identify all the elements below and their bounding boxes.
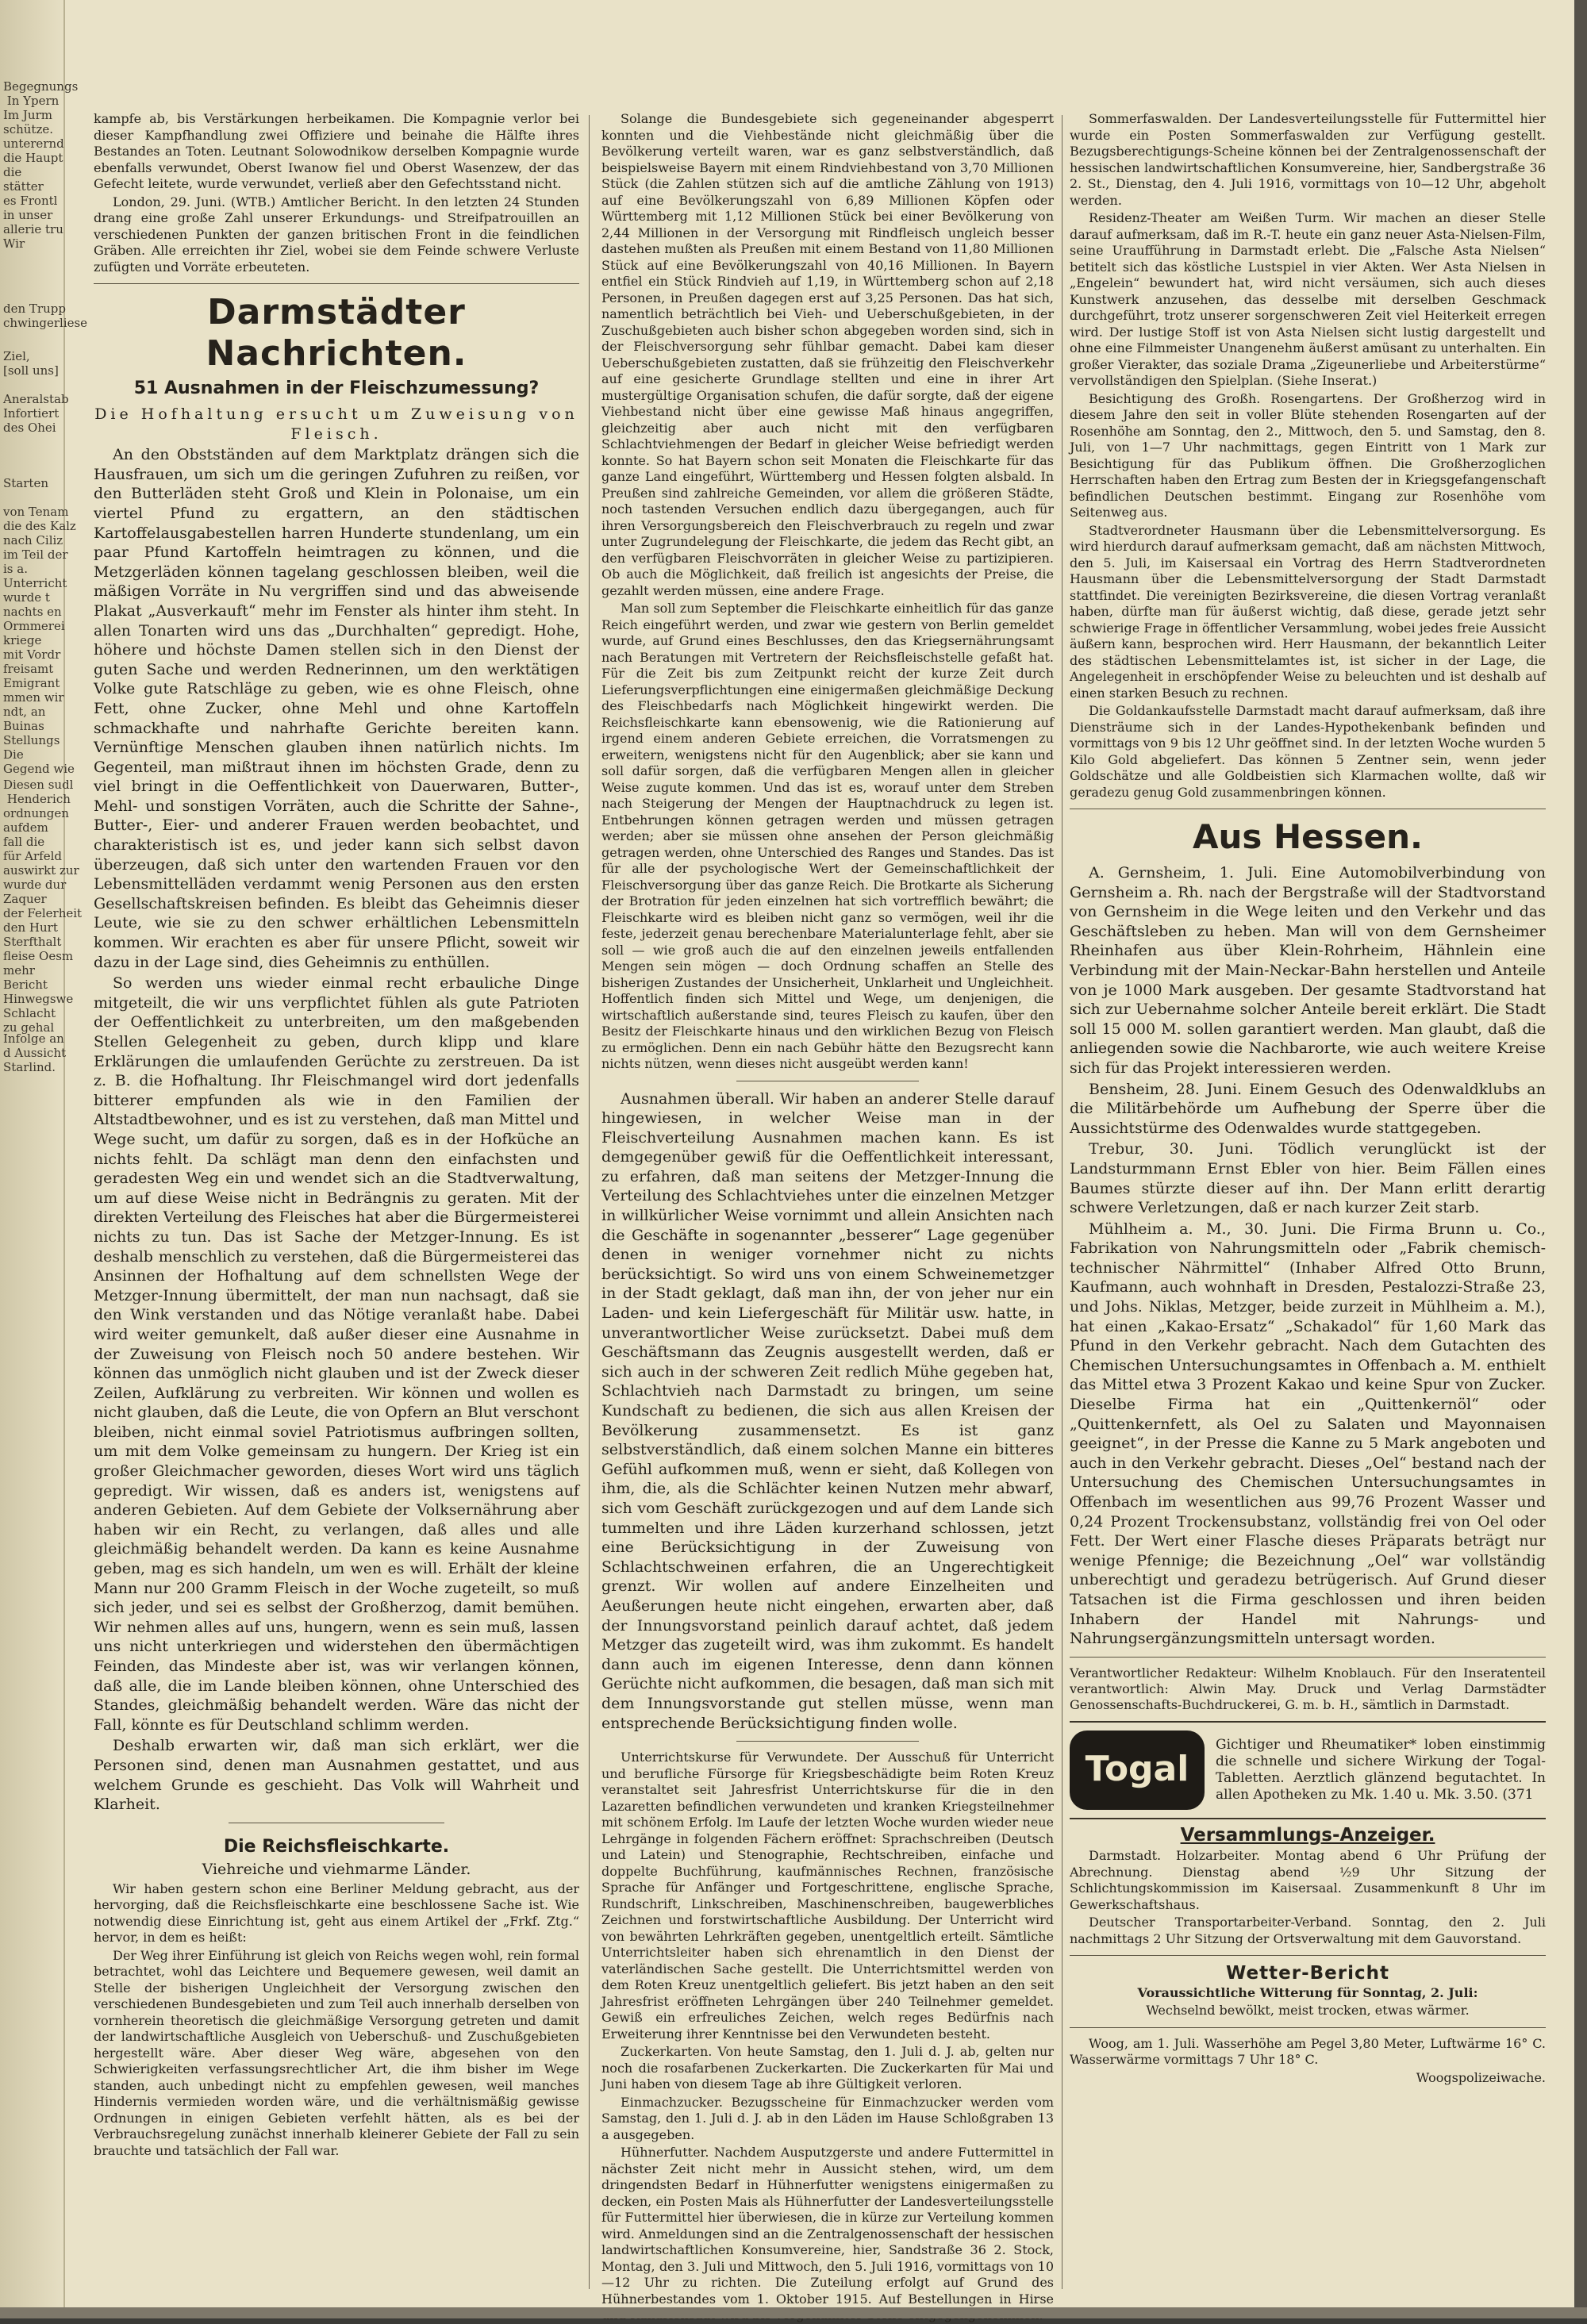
togal-logo: Togal xyxy=(1070,1731,1205,1810)
imprint: Verantwortlicher Redakteur: Wilhelm Knoblauch. Für den Inseratenteil verantwortlich: Alwin May. Druck und Verlag Darmstädter Genossenschafts-Buchdruckerei, G. m. b. H., sämtlich in Darmstadt. xyxy=(1070,1665,1546,1712)
rule xyxy=(94,283,579,284)
woog-signature: Woogspolizeiwache. xyxy=(1416,2069,1546,2085)
article-paragraph: kampfe ab, bis Verstärkungen herbeikamen. Die Kompagnie verlor bei dieser Kampfhandlung zwei Offiziere und beinahe die Hälfte ihres Bestandes an Toten. Leutnant Solowodnikow derselben Kompagnie wurde ebenfalls verwundet, Oberst Iwanow fiel und Oberst Wasenzew, der das Gefecht leitete, wurde verwundet, verließ aber den Gefechtsstand nicht. xyxy=(94,111,579,191)
rule xyxy=(736,1741,919,1742)
article-paragraph: Hühnerfutter. Nachdem Ausputzgerste und andere Futtermittel in nächster Zeit nicht mehr in Aussicht stehen, wird, um dem dringendsten Bedarf in Hühnerfutter wenigstens einigermaßen zu decken, ein Posten Mais als Hühnerfutter der Landesverteilungsstelle für Futtermittel hier überwiesen, die in kürze zur Verteilung kommen wird. Anmeldungen sind an die Zentralgenossenschaft der hessischen landwirtschaftlichen Konsumvereine, hier, Sandstraße 36 2. Stock, Montag, den 3. Juli und Mittwoch, den 5. Juli 1916, vormittags von 10—12 Uhr zu richten. Die Zuteilung erfolgt auf Grund des Hühnerbestandes vom 1. Oktober 1915. Auf Bestellungen in Hirse xyxy=(601,2145,1054,2307)
article-paragraph: Unterrichtskurse für Verwundete. Der Ausschuß für Unterricht und berufliche Fürsorge für Kriegsbeschädigte beim Roten Kreuz veranstaltet seit Jahresfrist Unterrichtskurse für die in den Lazaretten befindlichen verwundeten und kranken Kriegsteilnehmer mit schönem Erfolg. Im Laufe der letzten Woche wurden wieder neue Lehrgänge in folgenden Fächern eröffnet: Sprachschreiben (Deutsch und Latein) und Stenographie, Rechtschreiben, einfache und doppelte Buchführung, kaufmännisches Rechnen, französische Sprache für Anfänger und Fortgeschrittene, englische Sprache, Rundschrift, Linkschreiben, Maschinenschreiben, baugewerbliches Zeichnen und forstwirtschaftliche Ausbildung. Der Unterricht wird von bewährten Lehrkräften gegeben, unentgeltlich erteilt. Sämtliche Unterrichtsleiter haben sich ehrenamtlich in den Dienst der vaterländischen Sache gestellt. Die Unterrichtsmittel werden von dem Roten Kreuz unentgeltlich geliefert. Bis jetzt haben an den seit Jahresfrist eröffneten Lehrgängen über 240 Teilnehmer gemeldet. Gewiß ein erfreuliches Zeichen, welch reges Bedürfnis nach Erweiterung ihrer Kenntnisse bei den Verwundeten besteht. xyxy=(601,1750,1054,2042)
spine-fragment: Begegnungs In Ypern Im Jurm schütze. unterernd die Haupt die stätter es Frontl in unser allerie tru Wir xyxy=(3,79,79,251)
article-paragraph: Besichtigung des Großh. Rosengartens. Der Großherzog wird in diesem Jahre den seit in voller Blüte stehenden Rosengarten auf der Rosenhöhe am Sonntag, den 2., Mittwoch, den 5. und Samstag, den 8. Juli, von 1—7 Uhr nachmittags, gegen Eintritt von 1 Mark zur Besichtigung für das Publikum öffnen. Die Großherzoglichen Herrschaften haben den Ertrag zum Besten der in Kriegsgefangenschaft befindlichen Deutschen bestimmt. Eingang zur Rosenhöhe vom Seitenweg aus. xyxy=(1070,390,1546,520)
article-paragraph: Stadtverordneter Hausmann über die Lebensmittelversorgung. Es wird hierdurch darauf aufmerksam gemacht, daß am nächsten Mittwoch, den 5. Juli, im Kaisersaal ein Vortrag des Herrn Stadtverordneten Hausmann über die Lebensmittelversorgung der Stadt Darmstadt stattfindet. Die vereinigten Bezirksvereine, die diesen Vortrag veranlaßt haben, dürfte man für äußerst wichtig, daß diese, gerade jetzt sehr schwierige Frage in öffentlicher Versammlung, wobei jedes freie Aussicht äußern kann, besprochen wird. Herr Hausmann, der bekanntlich Leiter des städtischen Lebensmittelamtes ist, ist sicher in der Lage, die Angelegenheit in erschöpfender Weise zu beleuchten und ist deshalb auf einen starken Besuch zu rechnen. xyxy=(1070,522,1546,701)
togal-advertisement xyxy=(1070,1721,1546,1819)
page-edge-bottom xyxy=(0,2307,1587,2318)
column-middle xyxy=(601,111,1054,2307)
article-paragraph: Deshalb erwarten wir, daß man sich erklärt, wer die Personen sind, denen man Ausnahmen gestattet, und aus welchem Grunde es geschieht. Das Volk will Wahrheit und Klarheit. xyxy=(94,1737,579,1814)
article-paragraph: Einmachzucker. Bezugsscheine für Einmachzucker werden vom Samstag, den 1. Juli d. J. ab in den Läden im Hause Schloßgraben 13 a ausgegeben. xyxy=(601,2094,1054,2142)
article-paragraph: A. Gernsheim, 1. Juli. Eine Automobilverbindung von Gernsheim a. Rh. nach der Bergstraße will der Stadtvorstand von Gernsheim in die Wege leiten und den Verkehr und das Geschäftsleben zu heben. Man will von dem Gernsheimer Rheinhafen aus über Klein-Rohrheim, Hähnlein eine Verbindung mit der Main-Neckar-Bahn herstellen und Anteile von je 1000 Mark ausgeben. Der gesamte Stadtvorstand hat sich zur Uebernahme solcher Anteile bereit erklärt. Die Stadt soll 15 000 M. sollen garantiert werden. Man glaubt, daß die anliegenden sowie die Nachbarorte, wie auch weitere Kreise sich für das Projekt interessieren werden. xyxy=(1070,864,1546,1077)
advertisement-text: Gichtiger und Rheumatiker* loben einstimmig die schnelle und sichere Wirkung der Togal-Tabletten. Aerztlich glänzend begutachtet. In allen Apotheken zu Mk. 1.40 u. Mk. 3.50. (371 xyxy=(1216,1736,1546,1803)
rule xyxy=(1070,1657,1546,1658)
rule xyxy=(1070,1955,1546,1956)
column-right xyxy=(1070,111,1546,2293)
article-headline: 51 Ausnahmen in der Fleischzumessung? xyxy=(133,378,540,398)
column-left xyxy=(94,111,579,2293)
column-divider xyxy=(589,115,590,2289)
page-edge-right xyxy=(1574,0,1587,2318)
article-paragraph: Residenz-Theater am Weißen Turm. Wir machen an dieser Stelle darauf aufmerksam, daß im R.-T. heute ein ganz neuer Asta-Nielsen-Film, seine Uraufführung in Darmstadt erlebt. Die „Falsche Asta Nielsen“ betitelt sich das köstliche Lustspiel in vier Akten. Wer Asta Nielsen in „Engelein“ bewundert hat, wird nicht versäumen, sich auch dieses Kunstwerk anzusehen, das desselbe mit derselben Geschmack durchgeführt, trotz unserer sorgenschweren Zeit viel Heiterkeit erregen wird. Der lustige Stoff ist von Asta Nielsen sicht lustig dargestellt und ohne eine Filmmeister Unangenehm äußerst amüsant zu unterhalten. Ein großer Vierakter, das soziale Drama „Zigeunerliebe und Arbeiterstürme“ vervollständigen den Spielplan. (Siehe Inserat.) xyxy=(1070,210,1546,388)
section-header: Aus Hessen. xyxy=(1192,817,1423,856)
adjacent-page-spine xyxy=(0,0,88,2318)
weather-subheader: Voraussichtliche Witterung für Sonntag, 2. Juli: xyxy=(1137,1984,1478,2000)
article-paragraph: Wir haben gestern schon eine Berliner Meldung gebracht, aus der hervorging, daß die Reichsfleischkarte eine beschlossene Sache ist. Wie notwendig diese Einrichtung ist, geht aus einem Artikel der „Frkf. Ztg.“ hervor, in dem es heißt: xyxy=(94,1880,579,1946)
weather-forecast: Wechselnd bewölkt, meist trocken, etwas wärmer. xyxy=(1146,2003,1470,2019)
weather-header: Wetter-Bericht xyxy=(1226,1963,1389,1984)
article-paragraph: An den Obstständen auf dem Marktplatz drängen sich die Hausfrauen, um sich um die geringen Zufuhren zu reißen, vor den Butterläden steht Groß und Klein in Polonaise, um ein viertel Pfund zu ergattern, an den städtischen Kartoffelausgabestellen harren Hunderte stundenlang, um ein paar Pfund Kartoffeln heimtragen zu können, und die Metzgerläden können tagelang geschlossen bleiben, weil die mäßigen Vorräte in Nu vergriffen sind und das abweisende Plakat „Ausverkauft“ mehr im Fenster als hinter ihm steht. In allen Tonarten wird uns das „Durchhalten“ gepredigt. Hohe, höhere und höchste Damen stellen sich in den Dienst der guten Sache und werden Rednerinnen, um den werktätigen Volke gute Ratschläge zu geben, wie es ohne Fleisch, ohne Fett, ohne Zucker, ohne Mehl und ohne Kartoffeln schmackhafte und nahrhafte Gerichte bereiten kann. Vernünftige Menschen glauben ihnen natürlich nichts. Im Gegenteil, man mißtraut ihnen im höchsten Grade, denn zu viel bringt in die Oeffentlichkeit von Dauerwaren, Butter-, Mehl- und sonstigen Vorräten, auch die Schritte der Sahne-, Butter-, Eier- und anderer Frauen werden beobachtet, und charakteristisch ist es, und jeder kann sich selbst davon überzeugen, daß sich unter den wartenden Frauen vor den Lebensmittelläden verdammt wenig Personen aus den ersten Gesellschaftskreisen befinden. Es bleibt das Geheimnis dieser Leute, wie sie zu den schwer erhältlichen Lebensmitteln kommen. Wir erachten es aber für unsere Pflicht, soweit wir dazu in der Lage sind, dies Geheimnis zu enthüllen. xyxy=(94,446,579,971)
spine-fragment: Starten von Tenam die des Kalz nach Ciliz im Teil der is a. Unterricht wurde t nachts en Ormmerei kriege mit Vordr freisamt Emigrant mmen wir ndt, an Buinas Stellungs Die Gegend wie xyxy=(3,476,76,776)
article-subheadline: Die Hofhaltung ersucht um Zuweisung von Fleisch. xyxy=(94,405,578,443)
article-paragraph: Ausnahmen überall. Wir haben an anderer Stelle darauf hingewiesen, in welcher Weise man in der Fleischverteilung Ausnahmen machen kann. Es ist demgegenüber gewiß für die Oeffentlichkeit interessant, zu erfahren, daß man seitens der Metzger-Innung die Verteilung des Schlachtviehes unter die einzelnen Metzger in willkürlicher Weise vornimmt und allein Ansichten nach die Geschäfte in sogenannter „besserer“ Lage gegenüber denen in weniger vornehmer nicht zu nichts berücksichtigt. So wird uns von einem Schweinemetzger in der Stadt geklagt, daß man ihn, der von jeher nur ein Laden- und kein Liefergeschäft für Militär usw. hatte, in unverantwortlicher Weise zurücksetzt. Dabei muß dem Geschäftsmann das Zeugnis ausgestellt werden, daß er sich auch in der schweren Zeit redlich Mühe gegeben hat, Schlachtvieh nach Darmstadt zu bringen, um seine Kundschaft zu bedienen, die sich aus allen Kreisen der Bevölkerung zusammensetzt. Es ist ganz selbstverständlich, daß einem solchen Manne ein bitteres Gefühl aufkommen muß, wenn er sieht, daß Kollegen von ihm, die, als die Schlächter keinen Nutzen mehr abwarf, sich vom Geschäft zurückgezogen und auf dem Lande sich tummelten und ihre Läden kurzerhand schlossen, jetzt eine Berücksichtigung in der Zuweisung von Schlachtschweinen erfahren, die an Ungerechtigkeit grenzt. Wir wollen auf andere Einzelheiten und Aeußerungen heute nicht eingehen, erwarten aber, daß der Innungsvorstand peinlich darauf achtet, daß jedem Metzger das zugeteilt wird, was ihm zukommt. Es handelt dann auch im eigenen Interesse, denn dann können Gerüchte nicht aufkommen, die besagen, daß man sich mit dem Innungsvorstande gut stellen müsse, wenn man entsprechende Berücksichtigung finden wolle. xyxy=(601,1089,1054,1732)
article-paragraph: London, 29. Juni. (WTB.) Amtlicher Bericht. In den letzten 24 Stunden drang eine große Zahl unserer Erkundungs- und Streifpatrouillen an verschiedenen Punkten der ganzen britischen Front in die feindlichen Gräben. Alle erreichten ihr Ziel, wobei sie dem Feinde schwere Verluste zufügten und Vorräte erbeuteten. xyxy=(94,194,579,275)
spine-fragment: Infolge an d Aussicht Starlind. xyxy=(3,1031,67,1074)
article-headline: Die Reichsfleischkarte. xyxy=(223,1836,450,1857)
woog-report: Woog, am 1. Juli. Wasserhöhe am Pegel 3,80 Meter, Luftwärme 16° C. Wasserwärme vormittags 7 Uhr 18° C. xyxy=(1070,2035,1546,2068)
article-paragraph: Solange die Bundesgebiete sich gegeneinander abgesperrt konnten und die Viehbestände nicht gleichmäßig über die Bevölkerung verteilt waren, war es ganz selbstverständlich, daß beispielsweise Bayern mit einem Rindviehbestand von 3,70 Millionen Stück (die Zahlen stützen sich auf die amtliche Zählung von 1913) auf eine Bevölkerungszahl von 6,89 Millionen Köpfen oder Württemberg mit 1,12 Millionen Stück bei einer Bevölkerung von 2,44 Millionen in der Versorgung mit Rindfleisch ungleich besser dastehen mußten als Preußen mit einem Bestand von 11,80 Millionen Stück auf eine Bevölkerungszahl von 40,16 Millionen. In Bayern entfiel ein Stück Rindvieh auf 1,19, in Württemberg schon auf 2,18 Personen, in Preußen dagegen erst auf 3,25 Personen. Das hat sich, namentlich beträchtlich bei Vieh- und Ueberschußgebieten, in der Zuschußgebieten auch bisher schon abgegeben worden sind, sich in der Fleischversorgung sehr fühlbar gemacht. Dabei kam dieser Ueberschußgebieten zustatten, daß sie frühzeitig den Fleischverkehr auf eine gesicherte Grundlage stellten und eine in ihrer Art mustergültige Organisation schufen, die dafür sorgte, daß der eigene Viehbestand nicht über eine gewisse Maß hinaus angegriffen, gleichzeitig aber auch nicht mit den verfügbaren Schlachtviehmengen der Bedarf in gleicher Weise befriedigt werden konnte. So hat Bayern schon seit Monaten die Fleischkarte für das ganze Land eingeführt, Württemberg und Hessen folgten alsbald. In Preußen sind zahlreiche Gemeinden, vor allem die größeren Städte, noch tastenden Versuchen endlich dazu übergegangen, auch für ihren Versorgungsbereich den Fleischverbrauch zu regeln und zwar unter Zugrundelegung der Fleischkarte, die jedem das Recht gibt, an den verfügbaren Fleischvorräten in gleicher Weise zu partizipieren. Ob auch die Möglichkeit, daß freilich ist angesichts der Preise, die gezahlt werden müssen, eine andere Frage. xyxy=(601,111,1054,598)
spine-fragment: Ziel, [soll uns] Aneralstab Infortiert des Ohei xyxy=(3,349,69,435)
article-paragraph: Trebur, 30. Juni. Tödlich verunglückt ist der Landsturmmann Ernst Ebler von hier. Beim Fällen eines Baumes stürzte dieser auf ihn. Der Mann erlitt derartig schwere Verletzungen, daß er nach kurzer Zeit starb. xyxy=(1070,1140,1546,1217)
article-paragraph: Der Weg ihrer Einführung ist gleich von Reichs wegen wohl, rein formal betrachtet, wohl das Leichtere und Bequemere gewesen, weil damit an Stelle der bisherigen Ungleichheit der Versorgung zwischen den verschiedenen Bundesgebieten und zum Teil auch innerhalb derselben von vornherein theoretisch die gleichmäßige Versorgung getreten und damit der landwirtschaftliche Ausgleich von Ueberschuß- und Zuschußgebieten hergestellt wäre. Aber dieser Weg wäre, abgesehen von den Schwierigkeiten verfassungsrechtlicher Art, die ihm bisher im Wege standen, auch unbedingt nicht zu empfehlen gewesen, weil manches Hindernis vermieden worden wäre, und die verhältnismäßig gewisse Ordnungen in einigen Gebieten verfehlt hätten, als es bei der Verbrauchsregelung zunächst innerhalb kleinerer Gebiete der Fall zu sein brauchte und tatsächlich der Fall war. xyxy=(94,1947,579,2158)
spine-fragment: den Trupp chwingerliese xyxy=(3,302,88,330)
rule xyxy=(1070,2027,1546,2028)
article-paragraph: Zuckerkarten. Von heute Samstag, den 1. Juli d. J. ab, gelten nur noch die rosafarbenen Zuckerkarten. Die Zuckerkarten für Mai und Juni haben von diesem Tage ab ihre Gültigkeit verloren. xyxy=(601,2044,1054,2092)
article-paragraph: Mühlheim a. M., 30. Juni. Die Firma Brunn u. Co., Fabrikation von Nahrungsmitteln oder „Fabrik chemisch-technischer Nährmittel“ (Inhaber Alfred Otto Brunn, Kaufmann, auch wohnhaft in Dresden, Pestalozzi-Straße 23, und Johs. Niklas, Metzger, beide zurzeit in Mühlheim a. M.), hat einen „Kakao-Ersatz“ „Schakadol“ für 1,60 Mark das Pfund in den Verkehr gebracht. Nach dem Gutachten des Chemischen Untersuchungsamtes in Offenbach a. M. enthielt das Mittel etwa 3 Prozent Kakao und keine Spur von Zucker. Dieselbe Firma hat ein „Quittenkernöl“ oder „Quittenkernfett, als Oel zu Salaten und Mayonnaisen geeignet“, in der Presse die Kanne zu 5 Mark angeboten und auch in den Verkehr gebracht. Dieses „Oel“ bestand nach der Untersuchung des Chemischen Untersuchungsamtes in Offenbach im wesentlichen aus 99,76 Prozent Wasser und 0,24 Prozent Trockensubstanz, vollständig frei von Oel oder Fett. Der Wert einer Flasche dieses Präparats beträgt nur wenige Pfennige; die Bezeichnung „Oel“ war vollständig unberechtigt und geradezu betrügerisch. Auf Grund dieser Tatsachen ist die Firma geschlossen und ihren beiden Inhabern der Handel mit Nahrungs- und Nahrungsergänzungsmitteln untersagt worden. xyxy=(1070,1220,1546,1648)
article-paragraph: Bensheim, 28. Juni. Einem Gesuch des Odenwaldklubs an die Militärbehörde um Aufhebung der Sperre über die Aussichtstürme des Odenwaldes wurde stattgegeben. xyxy=(1070,1080,1546,1137)
meeting-notice: Deutscher Transportarbeiter-Verband. Sonntag, den 2. Juli nachmittags 2 Uhr Sitzung der Ortsverwaltung mit dem Gauvorstand. xyxy=(1070,1915,1546,1946)
meetings-header: Versammlungs-Anzeiger. xyxy=(1180,1824,1435,1846)
article-paragraph: Man soll zum September die Fleischkarte einheitlich für das ganze Reich eingeführt werden, und zwar wie gestern von Berlin gemeldet wurde, auf Grund eines Beschlusses, den das Kriegsernährungsamt nach Beratungen mit Vertretern der Reichsfleischstelle gefaßt hat. Für die Zeit bis zum Zeitpunkt reicht der kurze Zeit durch Lieferungsverpflichtungen eine einigermaßen gleichmäßige Deckung des Fleischbedarfs nach Möglichkeit hingewirkt werden. Die Reichsfleischkarte kann ebensowenig, wie die Rationierung auf irgend einem anderen Gebiete erreichen, die Vorratsmengen zu erweitern, wenigstens nicht für den Augenblick; aber sie kann und soll dafür sorgen, daß die verfügbaren Mengen allen in gleicher Weise zugute kommen. Und das ist es, worauf unter dem Streben nach Steigerung der Mengen der Hauptnachdruck zu legen ist. Entbehrungen können getragen werden und müssen getragen werden; aber sie müssen ohne ansehen der Person gleichmäßig getragen werden, ohne Unterschied des Ranges und Standes. Das ist für alle der psychologische Wert der Gemeinschaftlichkeit der Fleischversorgung über das ganze Reich. Die Brotkarte als Sicherung der Brotration für jeden einzelnen hat sich vortrefflich bewährt; die Fleischkarte wird es bleiben nicht ganz so vermögen, weil ihr die feste, jederzeit genau berechenbare Materialunterlage fehlt, aber sie soll — wie groß auch die auf den einzelnen jeweils entfallenden Mengen sein mögen — doch Ordnung schaffen an Stelle des bisherigen Zustandes der Unsicherheit, Unklarheit und Ungleichheit. Hoffentlich finden sich Mittel und Wege, um denjenigen, die wirtschaftlich außerstande sind, teures Fleisch zu kaufen, über den Besitz der Fleischkarte hinaus und den wirklichen Bezug von Fleisch zu ermöglichen. Denn ein nach Gebühr hätte den Bezugsrecht kann nichts nützen, wenn dieses nicht ausgeübt werden kann! xyxy=(601,601,1054,1071)
article-paragraph: So werden uns wieder einmal recht erbauliche Dinge mitgeteilt, die wir uns verpflichtet fühlen als gute Patrioten der Oeffentlichkeit zu unterbreiten, um den maßgebenden Stellen Gelegenheit zu geben, durch klipp und klare Erklärungen die umlaufenden Gerüchte zu zerstreuen. Da ist z. B. die Hofhaltung. Ihr Fleischmangel wird dort jedenfalls bitterer empfunden als wie in den Familien der Altstadtbewohner, und es ist zu verstehen, daß man Mittel und Wege sucht, um dafür zu sorgen, daß es in der Hofküche an nichts fehlt. Da schlägt man denn den einfachsten und geradesten Weg ein und wendet sich an die Stadtverwaltung, um auf diese Weise nicht in Bedrängnis zu geraten. Mit der direkten Verteilung des Fleisches hat aber die Bürgermeisterei nichts zu tun. Das ist Sache der Metzger-Innung. Es ist deshalb menschlich zu verstehen, daß die Bürgermeisterei das Ansinnen der Hofhaltung auf dem schnellsten Wege der Metzger-Innung übermittelt, der man nun nachsagt, daß sie den Wink verstanden und das Nötige veranlaßt habe. Dabei wird weiter gemunkelt, daß außer dieser eine Ausnahme in der Zuweisung von Fleisch noch 50 andere bestehen. Wir können das unmöglich nicht glauben und ist der Zweck dieser Zeilen, Aufklärung zu verbreiten. Wir können und wollen es nicht glauben, daß die Leute, die von Opfern an Blut verschont bleiben, nicht einmal soviel Patriotismus aufbringen sollten, um mit dem Volke gemeinsam zu hungern. Der Krieg ist ein großer Gleichmacher geworden, dieses Wort wird uns täglich gepredigt. Wir wissen, daß es anders ist, wenigstens auf anderen Gebieten. Auf dem Gebiete der Volksernährung aber haben wir ein Recht, zu verlangen, daß alles und alle gleichmäßig behandelt werden. Da kann es keine Ausnahme geben, mag es sich handeln, um wen es will. Erhält der kleine Mann nur 200 Gramm Fleisch in der Woche zugeteilt, so muß sich jeder, und sei es selbst der Großherzog, damit bemühen. Wir nehmen alles auf uns, hungern, wenn es sein muß, lassen uns nicht unterkriegen und widerstehen den übermächtigen Feinden, das Mindeste aber ist, was wir verlangen können, daß alle, die im Lande bleiben können, ohne Unterschied des Standes, gleichmäßig behandelt werden. Wäre das nicht der Fall, könnte es für Deutschland schlimm werden. xyxy=(94,974,579,1734)
section-header: Darmstädter Nachrichten. xyxy=(206,292,467,374)
article-paragraph: Die Goldankaufsstelle Darmstadt macht darauf aufmerksam, daß ihre Diensträume sich in der Landes-Hypothekenbank befinden und vormittags von 9 bis 12 Uhr geöffnet sind. In der letzten Woche wurden 5 Kilo Gold abgeliefert. Das können 5 Zentner sein, wenn jeder Goldschätze und alle Goldbeistien sich Klarmachen wollte, daß wir geradezu genug Gold zusammenbringen können. xyxy=(1070,703,1546,800)
article-paragraph: Sommerfaswalden. Der Landesverteilungsstelle für Futtermittel hier wurde ein Posten Sommerfaswalden zur Verfügung gestellt. Bezugsberechtigungs-Scheine können bei der Zentralgenossenschaft der hessischen landwirtschaftlichen Konsumvereine, hier, Sandbergstraße 36 2. St., Dienstag, den 4. Juli 1916, vormittags von 10—12 Uhr, abgeholt werden. xyxy=(1070,111,1546,208)
article-subheadline: Viehreiche und viehmarme Länder. xyxy=(202,1861,471,1879)
meeting-notice: Darmstadt. Holzarbeiter. Montag abend 6 Uhr Prüfung der Abrechnung. Dienstag abend ½9 Uhr Sitzung der Schlichtungskommission im Kaisersaal. Zusammenkunft 8 Uhr im Gewerkschaftshaus. xyxy=(1070,1848,1546,1912)
spine-fragment: Diesen sudl Henderich ordnungen aufdem fall die für Arfeld auswirkt zur wurde dur Zaquer der Felerheit den Hurt Sterfthalt fleise Oesm mehr Bericht Hinwegswe Schlacht zu gehal xyxy=(3,778,83,1035)
